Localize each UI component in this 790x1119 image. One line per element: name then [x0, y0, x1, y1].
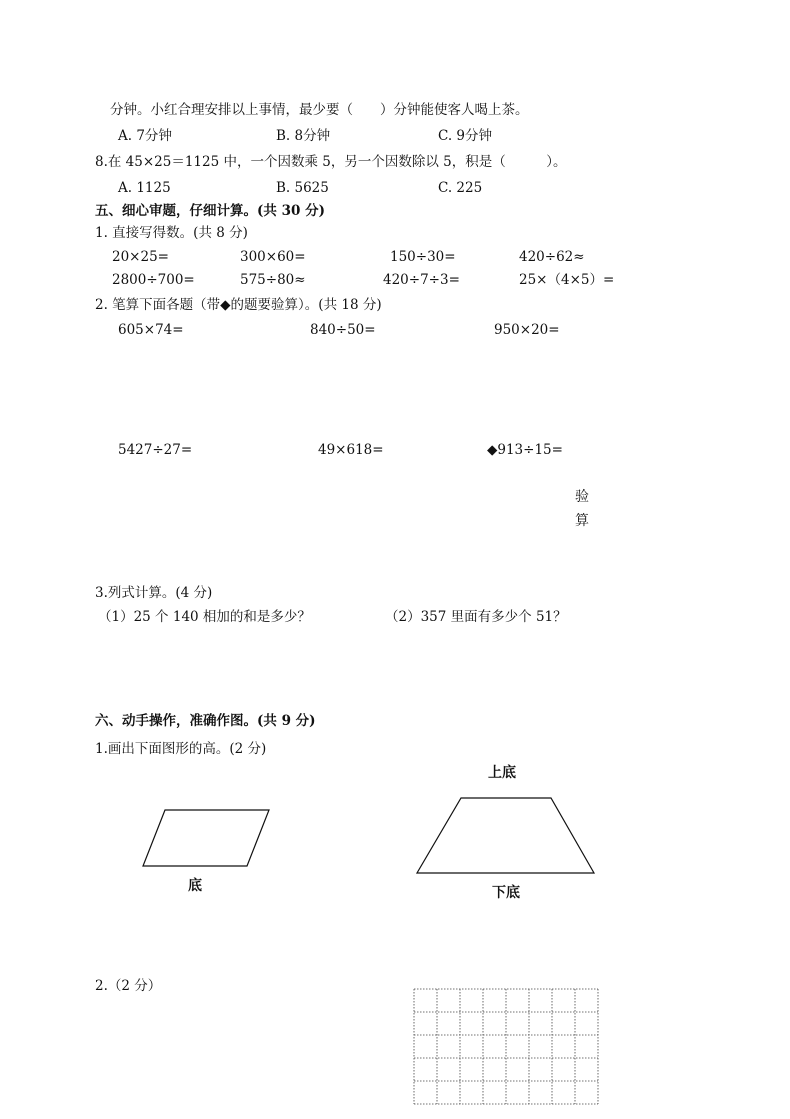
q8-option-b: B. 5625 [276, 180, 329, 196]
q8-option-a: A. 1125 [118, 180, 171, 196]
q7-option-c: C. 9分钟 [438, 128, 493, 144]
trapezoid-top-base-label: 上底 [488, 765, 516, 781]
q8-option-c: C. 225 [438, 180, 483, 196]
calc-item: 575÷80≈ [240, 272, 306, 288]
q8-text: 8.在 45×25＝1125 中，一个因数乘 5，另一个因数除以 5，积是（ ）。 [95, 154, 567, 170]
calc-item: 300×60= [240, 249, 306, 265]
written-calc-item: ◆913÷15= [487, 442, 563, 458]
written-calc-item: 605×74= [118, 322, 184, 338]
q7-option-b: B. 8分钟 [276, 128, 331, 144]
calc-item: 420÷62≈ [519, 249, 585, 265]
s6-q1-title: 1.画出下面图形的高。(2 分) [95, 741, 267, 757]
section-6-title: 六、动手操作，准确作图。(共 9 分) [95, 713, 316, 729]
calc-item: 2800÷700= [112, 272, 195, 288]
parallelogram-base-label: 底 [188, 878, 202, 894]
s6-q2-title: 2.（2 分） [95, 978, 162, 994]
written-calc-item: 49×618= [318, 442, 384, 458]
word-problem-2: （2）357 里面有多少个 51？ [385, 609, 567, 625]
parallelogram-shape [143, 810, 269, 866]
written-calc-item: 5427÷27= [118, 442, 193, 458]
s5-q3-title: 3.列式计算。(4 分) [95, 585, 213, 601]
q7-option-a: A. 7分钟 [118, 128, 172, 144]
section-5-title: 五、细心审题，仔细计算。(共 30 分) [95, 203, 325, 219]
calc-item: 150÷30= [390, 249, 456, 265]
s5-q2-title: 2. 笔算下面各题（带◆的题要验算）。(共 18 分) [95, 297, 382, 313]
dotted-grid [413, 988, 597, 1108]
check-label-char-1: 验 [575, 489, 589, 505]
check-label-char-2: 算 [575, 513, 589, 529]
calc-item: 25×（4×5）= [519, 272, 615, 288]
s5-q1-title: 1. 直接写得数。(共 8 分) [95, 225, 248, 241]
trapezoid-shape [417, 798, 594, 873]
q7-continuation: 分钟。小红合理安排以上事情，最少要（ ）分钟能使客人喝上茶。 [110, 102, 529, 118]
written-calc-item: 840÷50= [310, 322, 376, 338]
calc-item: 420÷7÷3= [383, 272, 460, 288]
word-problem-1: （1）25 个 140 相加的和是多少？ [98, 609, 311, 625]
written-calc-item: 950×20= [494, 322, 560, 338]
calc-item: 20×25= [112, 249, 169, 265]
trapezoid-bottom-base-label: 下底 [492, 885, 520, 901]
